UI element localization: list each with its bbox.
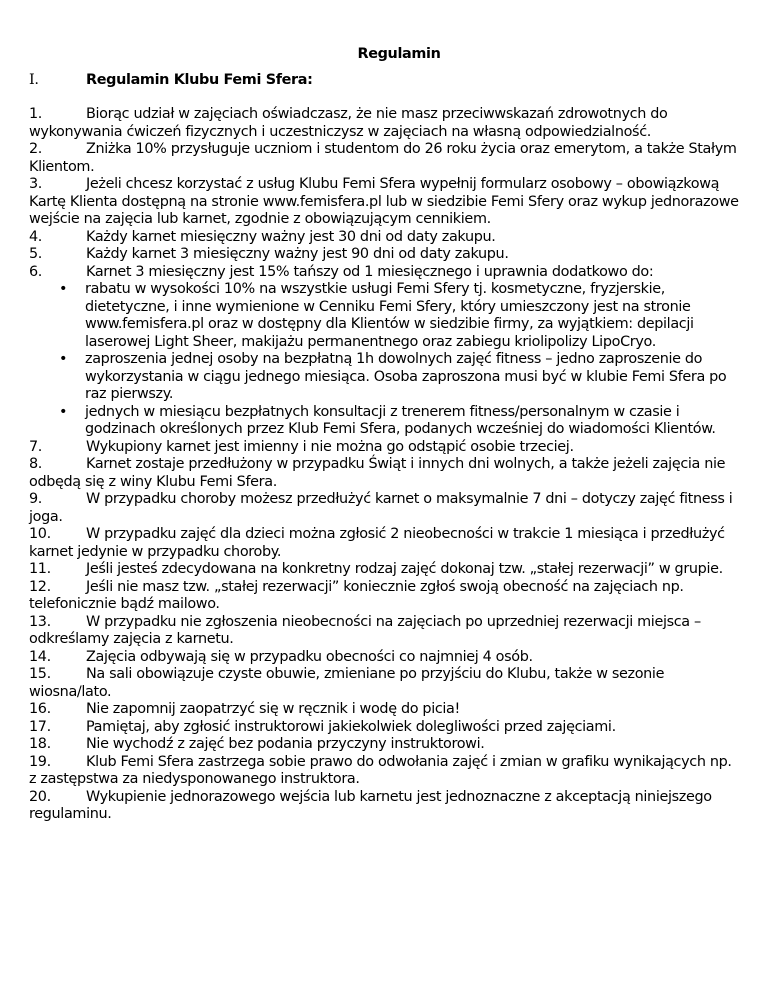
rule-item — [29, 579, 739, 614]
bullet-item — [29, 351, 739, 404]
rule-item — [29, 719, 739, 737]
rule-item — [29, 229, 739, 247]
rule-number: 12. — [29, 578, 51, 595]
rule-item — [29, 736, 739, 754]
rule-item — [29, 176, 739, 229]
rule-text: Wykupienie jednorazowego wejścia lub karnetu jest jednoznaczne z akceptacją niniejszego regulaminu. — [29, 788, 712, 822]
rule-item — [29, 649, 739, 667]
rule-number: 7. — [29, 438, 43, 455]
rule-text: Klub Femi Sfera zastrzega sobie prawo do odwołania zajęć i zmian w grafiku wynikających np. z zastępstwa za niedysponowanego instruktora. — [29, 753, 732, 787]
bullet-text: rabatu w wysokości 10% na wszystkie usługi Femi Sfery tj. kosmetyczne, fryzjerskie, dietetyczne, i inne wymienione w Cenniku Femi Sfery, który umieszczony jest na stronie www.femisfera.pl oraz w dostępny dla Klientów w siedzibie firmy, za wyjątkiem: depilacji laserowej Light Sheer, makijażu permanentnego oraz zabiegu kriolipolizy LipoCryo. — [85, 281, 694, 350]
rule-text: Jeśli nie masz tzw. „stałej rezerwacji” koniecznie zgłoś swoją obecność na zajęciach np. telefonicznie bądź mailowo. — [29, 578, 684, 612]
rule-item — [29, 106, 739, 141]
rule-item — [29, 701, 739, 719]
rule-number: 20. — [29, 788, 51, 805]
bullet-text: jednych w miesiącu bezpłatnych konsultacji z trenerem fitness/personalnym w czasie i godzinach określonych przez Klub Femi Sfera, podanych wcześniej do wiadomości Klientów. — [85, 403, 716, 437]
bullet-icon: • — [59, 281, 68, 297]
rule-number: 13. — [29, 613, 51, 630]
bullet-text: zaproszenia jednej osoby na bezpłatną 1h dowolnych zajęć fitness – jedno zaproszenie do wykorzystania w ciągu jednego miesiąca. Osoba zaproszona musi być w klubie Femi Sfera po raz pierwszy. — [85, 351, 727, 402]
rule-number: 18. — [29, 736, 51, 752]
rule-number: 5. — [29, 246, 43, 262]
bullet-icon: • — [59, 351, 68, 367]
rule-text: Karnet 3 miesięczny jest 15% tańszy od 1 miesięcznego i uprawnia dodatkowo do: — [86, 263, 654, 280]
rule-text: Pamiętaj, aby zgłosić instruktorowi jakiekolwiek dolegliwości przed zajęciami. — [86, 718, 616, 735]
rule-number: 19. — [29, 753, 51, 770]
rules-list-2 — [29, 439, 739, 824]
rule-text: Jeżeli chcesz korzystać z usług Klubu Femi Sfera wypełnij formularz osobowy – obowiązkową Kartę Klienta dostępną na stronie www.femisfera.pl lub w siedzibie Femi Sfery oraz wykup jednorazowe wejście na zajęcia lub karnet, zgodnie z obowiązującym cennikiem. — [29, 176, 739, 227]
rule-number: 9. — [29, 491, 43, 507]
rule-text: Biorąc udział w zajęciach oświadczasz, że nie masz przeciwwskazań zdrowotnych do wykonywania ćwiczeń fizycznych i uczestniczysz w zajęciach na własną odpowiedzialność. — [29, 106, 668, 140]
bullet-item — [29, 281, 739, 351]
rule-number: 6. — [29, 263, 43, 280]
bullet-icon: • — [59, 403, 68, 420]
rule-item — [29, 246, 739, 264]
rule-number: 15. — [29, 666, 51, 682]
rule-number: 10. — [29, 526, 51, 542]
bullet-item — [29, 404, 739, 439]
document-page — [29, 46, 739, 824]
rule-text: Nie wychodź z zajęć bez podania przyczyny instruktorowi. — [86, 736, 485, 752]
rule-text: Każdy karnet 3 miesięczny ważny jest 90 dni od daty zakupu. — [86, 246, 509, 262]
rule-number: 11. — [29, 561, 51, 577]
rule-item — [29, 754, 739, 789]
rule-text: Nie zapomnij zaopatrzyć się w ręcznik i wodę do picia! — [86, 701, 460, 717]
rule-item — [29, 456, 739, 491]
rule-text: W przypadku choroby możesz przedłużyć karnet o maksymalnie 7 dni – dotyczy zajęć fitness i joga. — [29, 491, 733, 525]
rule-number: 1. — [29, 106, 43, 122]
rule-text: Zniżka 10% przysługuje uczniom i studentom do 26 roku życia oraz emerytom, a także Stałym Klientom. — [29, 141, 737, 175]
rule-item — [29, 491, 739, 526]
page-title: Regulamin — [357, 46, 441, 62]
rule-number: 16. — [29, 701, 51, 717]
rule-number: 17. — [29, 718, 51, 735]
rule-text: Jeśli jesteś zdecydowana na konkretny rodzaj zajęć dokonaj tzw. „stałej rezerwacji” w grupie. — [86, 561, 723, 577]
rules-list-1 — [29, 106, 739, 281]
rule-item — [29, 666, 739, 701]
rule-item — [29, 439, 739, 457]
rule-number: 2. — [29, 141, 43, 157]
rule-text: Zajęcia odbywają się w przypadku obecności co najmniej 4 osób. — [86, 648, 533, 665]
section-title: Regulamin Klubu Femi Sfera: — [86, 71, 313, 88]
rule-item — [29, 141, 739, 176]
rule-text: Na sali obowiązuje czyste obuwie, zmieniane po przyjściu do Klubu, także w sezonie wiosna/lato. — [29, 666, 665, 700]
bullet-list — [29, 281, 739, 439]
rule-text: Każdy karnet miesięczny ważny jest 30 dni od daty zakupu. — [86, 228, 496, 245]
rule-item — [29, 561, 739, 579]
rule-item — [29, 789, 739, 824]
rule-number: 3. — [29, 176, 43, 192]
rule-number: 14. — [29, 648, 51, 665]
rule-text: W przypadku zajęć dla dzieci można zgłosić 2 nieobecności w trakcie 1 miesiąca i przedłużyć karnet jedynie w przypadku choroby. — [29, 526, 725, 560]
rule-item — [29, 264, 739, 282]
section-heading — [29, 72, 739, 90]
rule-text: Wykupiony karnet jest imienny i nie można go odstąpić osobie trzeciej. — [86, 438, 574, 455]
rule-item — [29, 526, 739, 561]
rule-text: W przypadku nie zgłoszenia nieobecności na zajęciach po uprzedniej rezerwacji miejsca – odkreślamy zajęcia z karnetu. — [29, 613, 701, 647]
rule-text: Karnet zostaje przedłużony w przypadku Świąt i innych dni wolnych, a także jeżeli zajęcia nie odbędą się z winy Klubu Femi Sfera. — [29, 456, 726, 490]
rule-number: 8. — [29, 456, 43, 472]
section-number: I. — [29, 71, 39, 88]
rule-number: 4. — [29, 228, 43, 245]
rule-item — [29, 614, 739, 649]
